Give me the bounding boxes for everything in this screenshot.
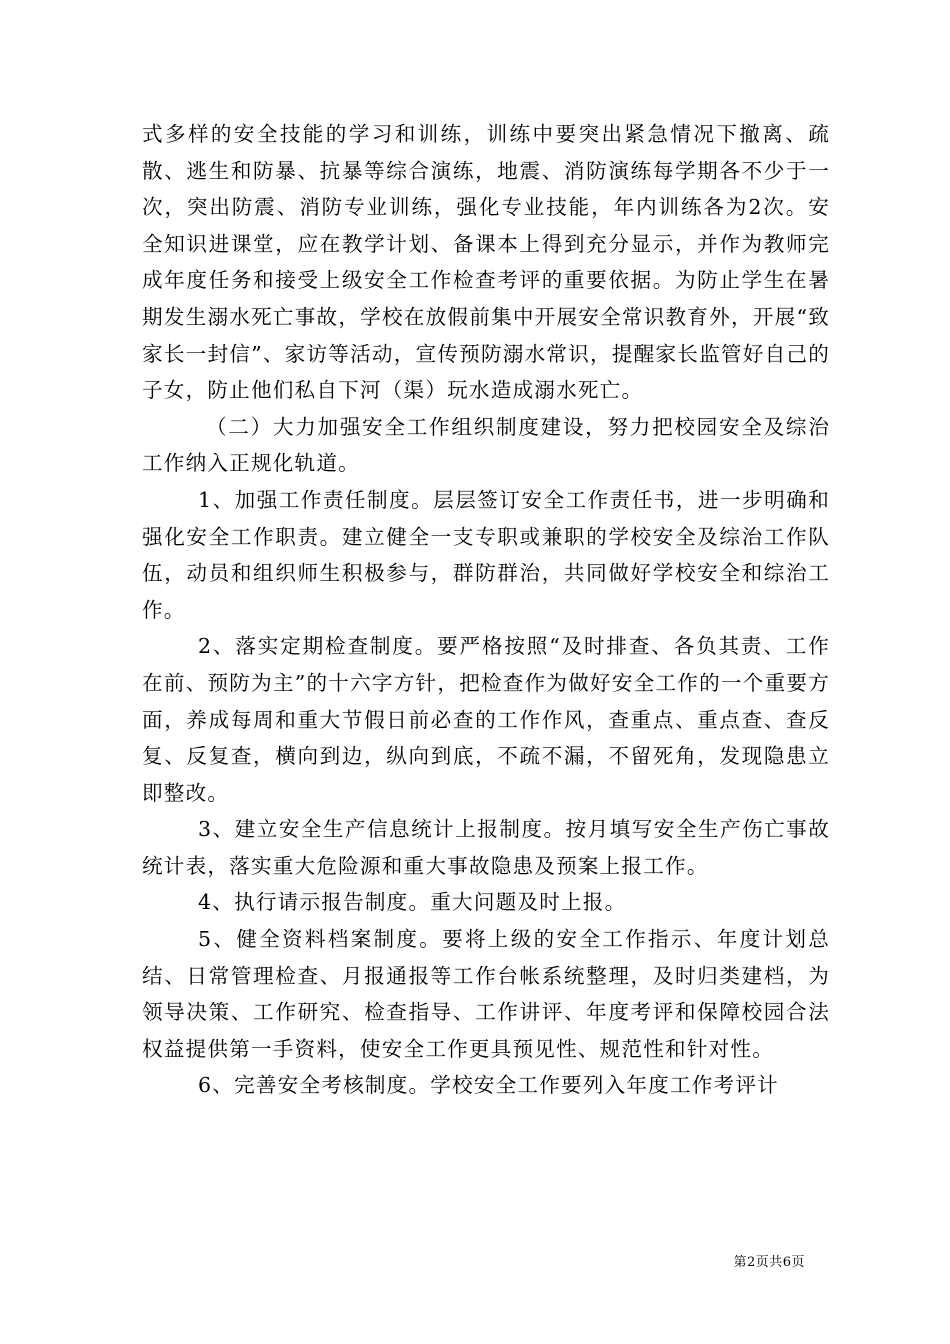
paragraph-item-1: 1、加强工作责任制度。层层签订安全工作责任书，进一步明确和强化安全工作职责。建立健全一支专职或兼职的学校安全及综治工作队伍，动员和组织师生积极参与，群防群治，共同做好学校安全和综治工作。 [142,487,830,622]
paragraph-item-3: 3、建立安全生产信息统计上报制度。按月填写安全生产伤亡事故统计表，落实重大危险源和重大事故隐患及预案上报工作。 [142,817,830,878]
paragraph-item-5: 5、健全资料档案制度。要将上级的安全工作指示、年度计划总结、日常管理检查、月报通报等工作台帐系统整理，及时归类建档，为领导决策、工作研究、检查指导、工作讲评、年度考评和保障校园合法权益提供第一手资料，使安全工作更具预见性、规范性和针对性。 [142,927,830,1061]
paragraph-item-6: 6、完善安全考核制度。学校安全工作要列入年度工作考评计 [198,1073,779,1098]
paragraph-item-2: 2、落实定期检查制度。要严格按照“及时排查、各负其责、工作在前、预防为主”的十六字方针，把检查作为做好安全工作的一个重要方面，养成每周和重大节假日前必查的工作作风，查重点、重点查、查反复、反复查，横向到边，纵向到底，不疏不漏，不留死角，发现隐患立即整改。 [142,634,830,805]
page-number: 第2页共6页 [733,1255,805,1270]
paragraph-section-two-heading: （二）大力加强安全工作组织制度建设，努力把校园安全及综治工作纳入正规化轨道。 [142,414,830,476]
paragraph-item-4: 4、执行请示报告制度。重大问题及时上报。 [198,890,627,915]
document-body [142,116,830,1104]
paragraph-training: 式多样的安全技能的学习和训练，训练中要突出紧急情况下撤离、疏散、逃生和防暴、抗暴等综合演练，地震、消防演练每学期各不少于一次，突出防震、消防专业训练，强化专业技能，年内训练各为2次。安全知识进课堂，应在教学计划、备课本上得到充分显示，并作为教师完成年度任务和接受上级安全工作检查考评的重要依据。为防止学生在暑期发生溺水死亡事故，学校在放假前集中开展安全常识教育外，开展“致家长一封信”、家访等活动，宣传预防溺水常识，提醒家长监管好自己的子女，防止他们私自下河（渠）玩水造成溺水死亡。 [142,122,830,403]
